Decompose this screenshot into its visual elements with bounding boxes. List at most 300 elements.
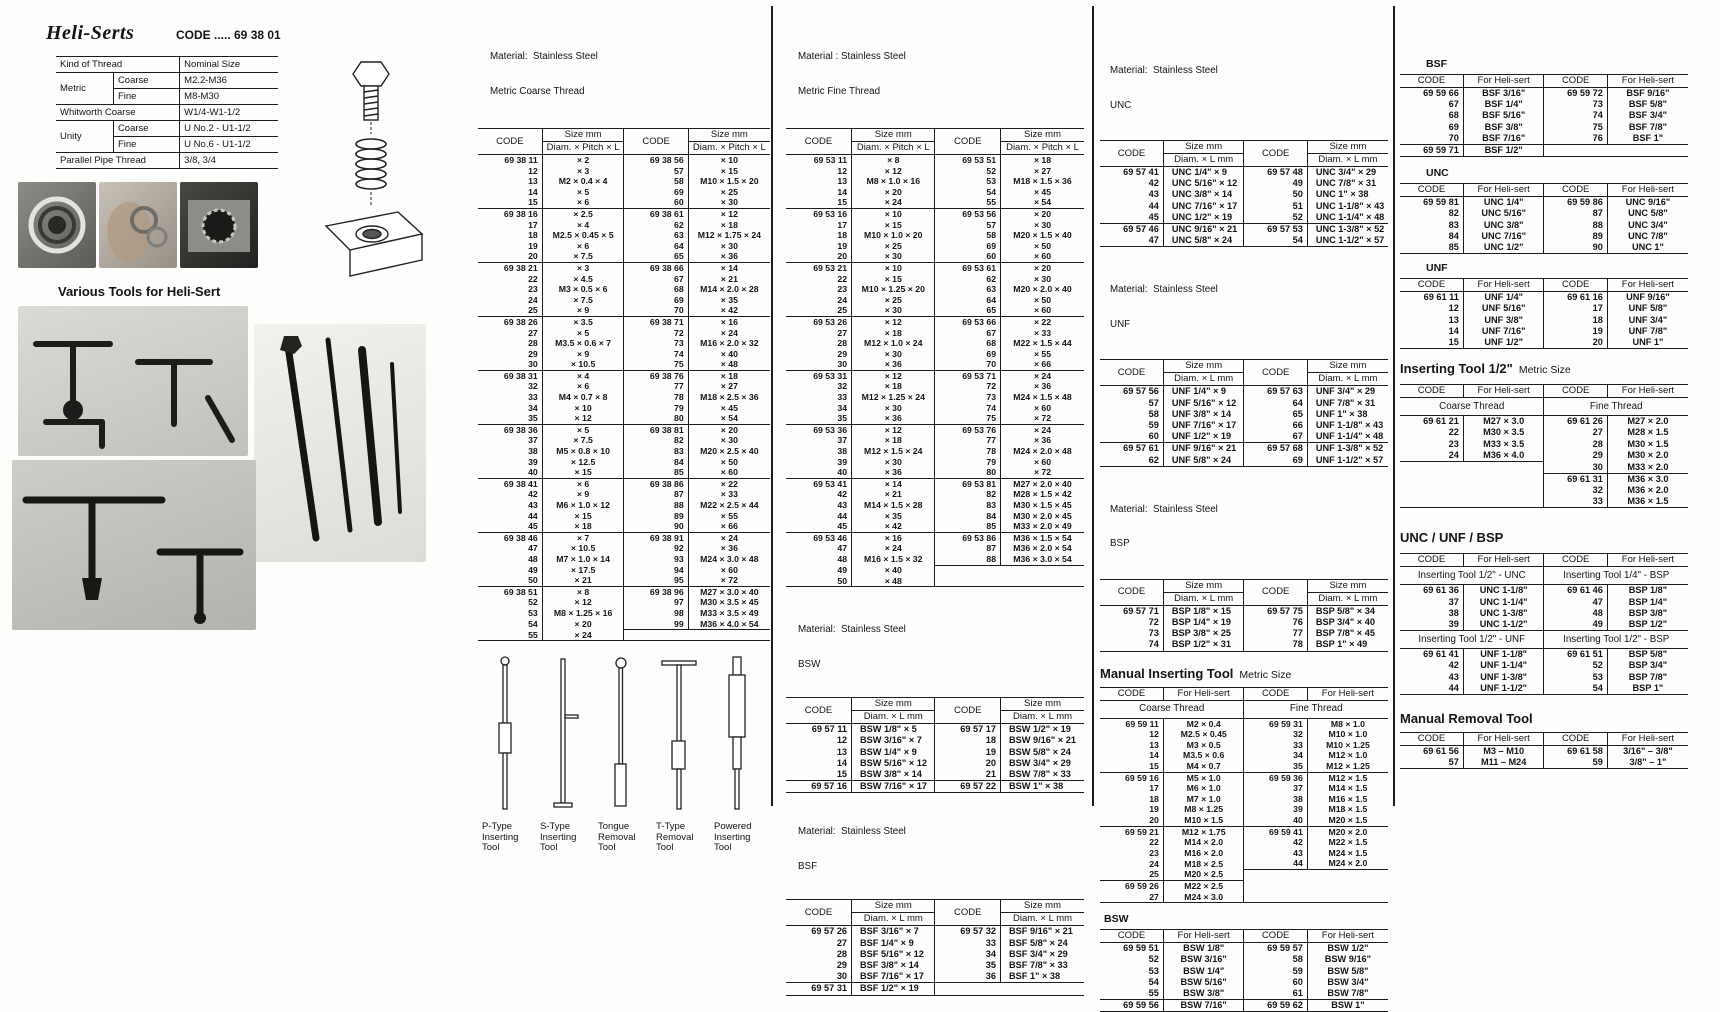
size-cell: UNC 7/16" [1481,230,1527,241]
material-heading [786,28,1084,120]
code-cell: 69 59 11 [1100,718,1163,729]
size-cell: × 22 [688,478,770,489]
size-cell: BSF 5/16" × 12 [860,948,924,959]
table-row [1100,740,1388,751]
size-cell: UNC 5/16" × 12 [1171,178,1238,189]
code-cell: 65 [935,305,1001,316]
size-cell: M24 × 2.0 × 48 [1013,446,1072,457]
t-type-removal-tool-drawing [656,653,702,816]
code-cell: 87 [935,543,1001,554]
size-sub-header: Diam. × Pitch × L [688,142,770,155]
code-cell: 67 [624,274,688,285]
size-cell: BSP 3/8" × 25 [1171,628,1231,639]
code-cell: 93 [624,554,688,565]
value-column-header: For Heli-sert [1463,554,1544,567]
size-cell: BSF 9/16" × 21 [1001,926,1084,938]
code-cell: 69 53 36 [786,424,852,435]
material-heading [478,28,770,120]
unc-inserts-table-grid [1100,140,1388,247]
code-cell: 32 [1244,729,1307,740]
size-cell: UNF 5/16" × 12 [1171,397,1237,408]
table-row [478,630,770,641]
size-cell: × 54 [720,413,738,424]
size-cell: × 66 [1033,359,1052,370]
code-cell: 47 [478,543,542,554]
table-row [1400,585,1688,597]
table-row [1100,1000,1388,1012]
tool-label-line: Inserting [540,831,577,843]
size-cell: BSW 9/16" × 21 [1009,735,1076,746]
table-row [478,155,770,166]
code-cell: 69 61 11 [1400,292,1463,304]
metric-fine-value: M8-M30 [180,89,278,105]
code-cell: 13 [1100,740,1163,751]
table-row [1400,757,1688,769]
size-cell: UNC 1-1/4" [1479,596,1528,607]
table-row [1400,450,1688,462]
size-cell: UNC 1-1/4" × 48 [1315,211,1385,222]
size-cell: M30 × 1.5 × 45 [1013,500,1072,510]
code-cell: 84 [624,457,688,468]
code-cell [1544,145,1607,157]
table-row [478,532,770,543]
size-cell: UNF 3/8" [1484,314,1523,325]
size-cell: UNF 7/8" × 31 [1315,397,1376,408]
table-row [478,176,770,187]
code-cell: 20 [935,758,1001,769]
table-row [786,328,1084,339]
insert-hole-illustration [180,182,258,268]
size-cell: UNC 1-1/8" [1463,585,1544,597]
code-cell: 69 61 58 [1544,746,1607,758]
size-cell: × 6 [576,381,590,392]
material-heading [1100,42,1388,134]
size-cell: BSF 1/2" [1463,145,1544,157]
inserting-rods-illustration [254,324,426,562]
size-column-header: Size mm [852,900,935,913]
code-cell: 50 [786,576,852,587]
code-cell: 33 [786,392,852,403]
code-cell: 76 [1244,617,1307,628]
code-cell: 69 59 71 [1400,145,1463,157]
code-cell: 55 [1100,988,1163,1000]
code-column-header: CODE [1100,579,1163,605]
table-row [1100,750,1388,761]
code-cell: 17 [1100,783,1163,794]
code-cell: 89 [624,511,688,522]
value-column-header: For Heli-sert [1463,385,1544,398]
table-row [1400,608,1688,619]
code-column-header: CODE [1244,360,1307,386]
table-row [1100,398,1388,409]
table-row [1100,826,1388,837]
code-cell: 52 [1244,212,1307,224]
code-cell: 36 [935,971,1001,983]
code-cell: 69 57 68 [1244,443,1307,455]
size-cell: BSW 5/8" × 24 [1009,746,1071,757]
combo-title: UNC / UNF / BSP [1400,530,1504,546]
size-cell: UNF 5/8" [1628,303,1668,314]
size-column-header: Size mm [1163,141,1244,154]
size-cell: M14 × 1.5 × 28 [864,500,923,510]
size-cell: × 60 [1033,251,1052,262]
code-cell: 58 [935,230,1001,241]
size-cell: × 30 [720,197,738,208]
size-cell: × 36 [720,251,738,262]
size-cell: BSF 3/8" [1484,121,1523,132]
size-cell: × 45 [1033,186,1052,197]
table-row [478,370,770,381]
code-cell: 57 [1100,398,1163,409]
unity-label: Unity [56,121,113,153]
table-row [1100,804,1388,815]
size-cell: × 24 [884,197,902,208]
size-cell [1607,145,1688,157]
size-cell [1463,473,1544,485]
size-cell: × 72 [1033,467,1052,478]
size-cell: UNF 5/8" × 24 [1171,454,1232,465]
value-column-header: For Heli-sert [1463,733,1544,746]
size-cell: M12 × 1.75 [1163,826,1244,837]
code-cell: 49 [1544,619,1607,631]
size-cell: M10 × 1.0 [1328,729,1368,740]
size-cell: × 3.5 [542,316,624,327]
table-row [786,305,1084,316]
size-cell: × 10.5 [570,543,596,554]
code-cell: 34 [935,949,1001,960]
table-row [786,500,1084,511]
size-cell: × 36 [884,467,902,478]
code-cell: 69 53 81 [935,478,1001,489]
table-row [478,511,770,522]
code-cell: 44 [1400,683,1463,695]
t-handle-tools-illustration [18,306,248,456]
size-cell: × 2 [542,155,624,166]
tool-label-line: Tool [540,842,558,854]
code-cell: 30 [1544,462,1607,474]
size-cell: M4 × 0.7 × 8 [558,392,608,403]
code-cell: 18 [786,230,852,241]
code-cell: 32 [786,381,852,392]
code-cell: 69 61 56 [1400,746,1463,758]
size-sub-header: Diam. × L mm [1163,592,1244,605]
size-cell: × 24 [884,543,902,554]
size-cell: BSW 1/4" × 9 [860,746,917,757]
tool-label-line: Removal [656,831,694,843]
size-cell: BSW 3/4" [1327,976,1369,987]
code-cell: 13 [478,176,542,187]
code-cell: 69 61 21 [1400,416,1463,428]
code-cell: 63 [935,284,1001,295]
size-cell: M20 × 2.5 [1184,869,1224,880]
code-cell: 73 [935,392,1001,403]
code-cell: 12 [786,735,852,746]
table-row [786,747,1084,758]
code-cell: 69 38 76 [624,370,688,381]
size-cell: M27 × 3.0 × 40 [688,586,770,597]
size-cell: × 8 [542,586,624,597]
size-cell: M7 × 1.0 × 14 [556,553,610,564]
size-cell: M10 × 1.5 [1184,815,1224,825]
table-row [478,521,770,532]
size-cell: UNC 1/2" [1483,242,1524,253]
size-cell [1307,881,1388,892]
size-cell: M22 × 1.5 [1328,837,1368,848]
size-column-header: Size mm [1163,579,1244,592]
size-cell: BSF 1" [1607,133,1688,145]
code-cell: 64 [1244,398,1307,409]
table-row [1400,303,1688,314]
table-row [478,565,770,576]
code-cell: 17 [1544,303,1607,314]
table-row [1400,88,1688,100]
material-line: UNC [1110,99,1132,111]
code-cell: 45 [1100,212,1163,224]
code-cell: 12 [478,166,542,177]
table-row [478,586,770,597]
metric-coarse-table [478,128,770,641]
size-cell: × 72 [1033,413,1052,424]
table-row [1100,189,1388,200]
unity-fine-label: Fine [113,137,179,153]
size-cell: BSW 1/4" [1183,965,1225,976]
code-column-header: CODE [786,900,852,926]
code-cell: 69 57 41 [1100,167,1163,179]
code-cell: 87 [624,489,688,500]
size-cell: × 16 [688,316,770,327]
code-cell: 69 38 86 [624,478,688,489]
code-cell: 69 53 41 [786,478,852,489]
size-column-header: Size mm [1001,129,1084,142]
size-cell: M27 × 2.0 × 40 [1001,478,1084,489]
code-cell: 37 [1244,783,1307,794]
code-column-header: CODE [786,698,852,724]
size-sub-header: Diam. × L mm [1001,913,1084,926]
bsf-inserts-table-grid [786,899,1084,995]
code-cell: 27 [478,328,542,339]
code-cell: 78 [1244,639,1307,651]
code-cell: 14 [786,187,852,198]
code-cell: 22 [478,274,542,285]
code-cell: 69 59 41 [1244,826,1307,837]
coil-insert-photo [18,182,96,268]
code-cell: 69 59 72 [1544,88,1607,100]
code-cell: 87 [1544,208,1607,219]
size-sub-header: Diam. × L mm [1001,711,1084,724]
material-line: BSF [798,860,818,872]
code-column-header: CODE [1400,184,1463,197]
whitworth-label: Whitworth Coarse [56,105,180,121]
size-cell: M3.5 × 0.6 × 7 [555,338,612,349]
code-cell: 69 38 26 [478,316,542,327]
powered-inserting-tool-icon [714,653,760,811]
size-cell: BSW 1" [1307,1000,1388,1012]
table-row [1400,746,1688,758]
code-cell [624,630,688,641]
code-cell: 38 [786,446,852,457]
table-row [1400,462,1688,474]
size-cell: × 18 [1001,155,1084,166]
table-row [1400,208,1688,219]
size-cell: × 18 [688,370,770,381]
size-cell: BSF 5/8" × 24 [1009,937,1068,948]
table-row [786,262,1084,273]
code-cell: 24 [1400,450,1463,462]
code-cell: 35 [478,413,542,424]
code-cell: 24 [1100,858,1163,869]
table-row [478,284,770,295]
size-cell: × 10 [852,262,935,273]
size-cell: UNF 3/8" × 14 [1171,408,1232,419]
table-row [478,295,770,306]
code-cell: 69 53 26 [786,316,852,327]
table-row [1100,167,1388,179]
size-cell: BSP 3/4" [1628,660,1668,671]
size-cell: × 15 [884,273,902,284]
s-type-inserting-tool-label [540,822,576,854]
size-cell: UNF 1/4" × 9 [1163,386,1244,398]
code-column-header: CODE [1244,930,1307,943]
size-cell: × 30 [884,348,902,359]
code-cell: 58 [624,176,688,187]
code-cell [1400,473,1463,485]
thread-type-band: Inserting Tool 1/2" - BSP [1544,631,1688,649]
size-cell: BSW 1/2" [1307,943,1388,955]
bsw-label: BSW [1104,913,1129,926]
tool-label-line: Inserting [482,831,519,843]
size-cell: UNC 1-3/8" × 52 [1307,224,1388,236]
size-cell: UNC 7/8" [1628,230,1668,241]
size-cell: BSF 1/2" × 19 [852,983,935,995]
code-cell: 38 [478,446,542,457]
code-cell: 38 [1400,608,1463,619]
size-cell: × 20 [688,424,770,435]
code-cell: 69 59 31 [1244,718,1307,729]
size-cell: UNF 1/2" [1484,337,1523,348]
size-cell: UNC 5/16" [1481,208,1527,219]
size-cell: M12 × 1.5 [1307,772,1388,783]
code-cell: 42 [1244,837,1307,848]
table-row [1400,485,1688,496]
size-cell: M3.5 × 0.6 [1183,750,1225,761]
size-cell: × 24 [1001,424,1084,435]
code-cell: 69 53 46 [786,532,852,543]
unf-inserts-table [1100,359,1388,466]
size-cell: M30 × 2.0 × 45 [1013,510,1072,521]
code-cell: 34 [786,403,852,414]
code-cell: 83 [1400,220,1463,231]
size-cell: × 36 [884,413,902,424]
size-cell: M12 × 1.0 [1328,750,1368,761]
size-cell: × 21 [884,489,902,500]
p-type-inserting-tool-drawing [482,653,528,816]
manual-inserting-bsw-table [1100,929,1388,1012]
manual-inserting-title [1100,666,1388,681]
table-row [1100,783,1388,794]
code-cell: 69 59 56 [1100,1000,1163,1012]
size-cell: × 50 [720,456,738,467]
code-cell: 39 [1400,619,1463,631]
size-cell: × 7.5 [573,251,593,262]
code-cell [1400,462,1463,474]
code-cell: 60 [624,197,688,208]
size-cell: UNF 1-1/2" [1480,682,1528,693]
table-row [1100,848,1388,859]
material-line: Material: Stainless Steel [1110,284,1218,296]
size-cell: M36 × 2.0 × 54 [1013,543,1072,554]
size-cell: × 27 [720,381,738,392]
column-divider [1092,6,1094,806]
size-cell: M10 × 1.5 × 20 [700,176,759,187]
table-row [786,724,1084,736]
code-cell [1400,496,1463,508]
code-cell: 18 [935,735,1001,746]
code-column-header: CODE [624,129,688,155]
manual-inserting-bsf-table [1400,74,1688,157]
tool-label-line: S-Type [540,821,571,833]
code-cell: 69 53 71 [935,370,1001,381]
size-cell: UNF 1-1/4" [1480,660,1528,671]
size-cell: BSF 5/8" [1628,99,1667,110]
tool-label-line: Tongue [598,821,630,833]
heli-serts-overview-panel [18,0,428,852]
size-column-header: Size mm [1001,698,1084,711]
code-column-header: CODE [1400,554,1463,567]
whitworth-value: W1/4-W1-1/2 [180,105,278,121]
size-cell: × 14 [852,478,935,489]
table-row [1100,455,1388,467]
table-row [1100,869,1388,880]
size-cell [1463,485,1544,496]
code-cell: 69 38 61 [624,208,688,219]
table-row [1100,617,1388,628]
code-cell: 69 61 26 [1544,416,1607,428]
size-cell: M20 × 2.0 × 40 [1013,284,1072,295]
table-row [786,938,1084,949]
size-cell: UNF 1/4" [1463,292,1544,304]
code-cell: 69 57 11 [786,724,852,736]
size-cell: UNC 7/8" × 31 [1315,178,1377,189]
size-cell: × 45 [720,402,738,413]
code-cell: 78 [935,446,1001,457]
size-cell: BSF 7/8" × 33 [1009,960,1068,971]
code-cell: 40 [478,467,542,478]
table-row [1100,858,1388,869]
code-cell: 52 [1100,954,1163,965]
code-cell: 15 [1400,337,1463,349]
size-cell: BSW 1/8" [1163,943,1244,955]
table-row [478,166,770,177]
size-cell: × 25 [720,186,738,197]
code-cell: 15 [1100,761,1163,772]
size-cell: × 24 [574,629,592,640]
tool-codes-panel [1400,58,1688,769]
table-row [1100,178,1388,189]
size-cell [1307,869,1388,880]
size-cell: × 30 [884,251,902,262]
s-type-inserting-tool [540,653,592,854]
code-column-header: CODE [1100,360,1163,386]
size-cell: M18 × 1.5 [1328,804,1368,815]
code-cell: 19 [478,241,542,252]
size-cell: BSW 9/16" [1324,954,1372,965]
inserting-tool-half-title [1400,361,1688,376]
code-cell: 22 [786,274,852,285]
size-cell: × 24 [688,532,770,543]
size-cell: M36 × 2.0 [1627,484,1669,495]
size-column-header: Size mm [852,698,935,711]
size-cell: UNF 1-1/4" × 48 [1315,431,1384,442]
